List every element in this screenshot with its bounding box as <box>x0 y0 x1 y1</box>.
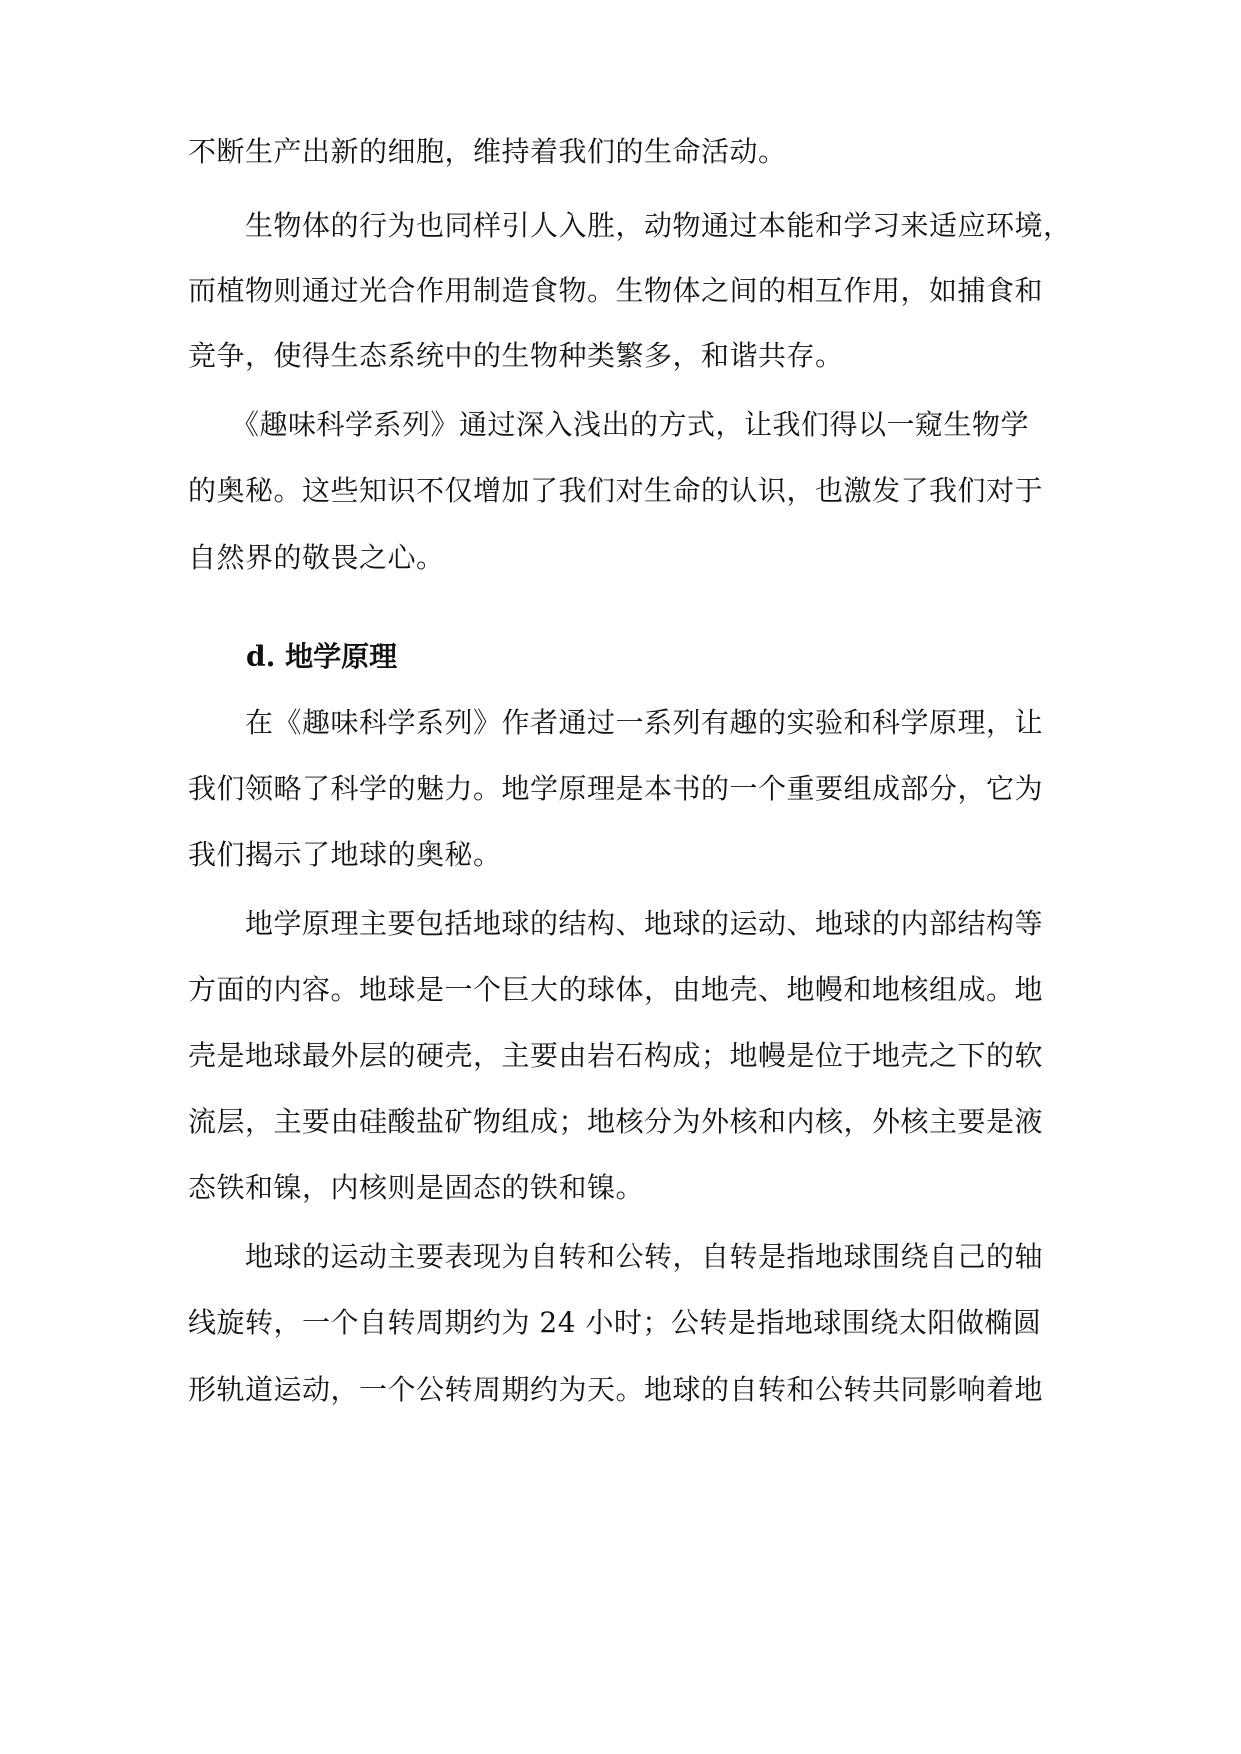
paragraph-line: 《趣味科学系列》通过深入浅出的方式，让我们得以一窥生物学 <box>188 408 1030 441</box>
paragraph-line: 壳是地球最外层的硬壳，主要由岩石构成；地幔是位于地壳之下的软 <box>188 1039 1044 1072</box>
paragraph-line: 态铁和镍，内核则是固态的铁和镍。 <box>188 1171 645 1204</box>
paragraph-line: 而植物则通过光合作用制造食物。生物体之间的相互作用，如捕食和 <box>188 274 1044 307</box>
paragraph-line: 地学原理主要包括地球的结构、地球的运动、地球的内部结构等 <box>188 907 1044 940</box>
paragraph-line: 竞争，使得生态系统中的生物种类繁多，和谐共存。 <box>188 339 844 372</box>
paragraph-line: 生物体的行为也同样引人入胜，动物通过本能和学习来适应环境， <box>188 209 1072 242</box>
paragraph-line: 方面的内容。地球是一个巨大的球体，由地壳、地幔和地核组成。地 <box>188 973 1044 1006</box>
paragraph-line: 的奥秘。这些知识不仅增加了我们对生命的认识，也激发了我们对于 <box>188 474 1044 507</box>
paragraph-line: 流层，主要由硅酸盐矿物组成；地核分为外核和内核，外核主要是液 <box>188 1105 1044 1138</box>
paragraph-line: 在《趣味科学系列》作者通过一系列有趣的实验和科学原理，让 <box>188 706 1044 739</box>
paragraph-line: 我们揭示了地球的奥秘。 <box>188 838 502 871</box>
paragraph-line: 不断生产出新的细胞，维持着我们的生命活动。 <box>188 135 787 168</box>
paragraph-line: 自然界的敬畏之心。 <box>188 541 445 574</box>
paragraph-line: 我们领略了科学的魅力。地学原理是本书的一个重要组成部分，它为 <box>188 772 1044 805</box>
paragraph-line: 线旋转，一个自转周期约为 24 小时；公转是指地球围绕太阳做椭圆 <box>188 1306 1042 1339</box>
paragraph-line: 形轨道运动，一个公转周期约为天。地球的自转和公转共同影响着地 <box>188 1373 1044 1406</box>
section-heading: d. 地学原理 <box>246 640 398 673</box>
paragraph-line: 地球的运动主要表现为自转和公转，自转是指地球围绕自己的轴 <box>188 1240 1044 1273</box>
